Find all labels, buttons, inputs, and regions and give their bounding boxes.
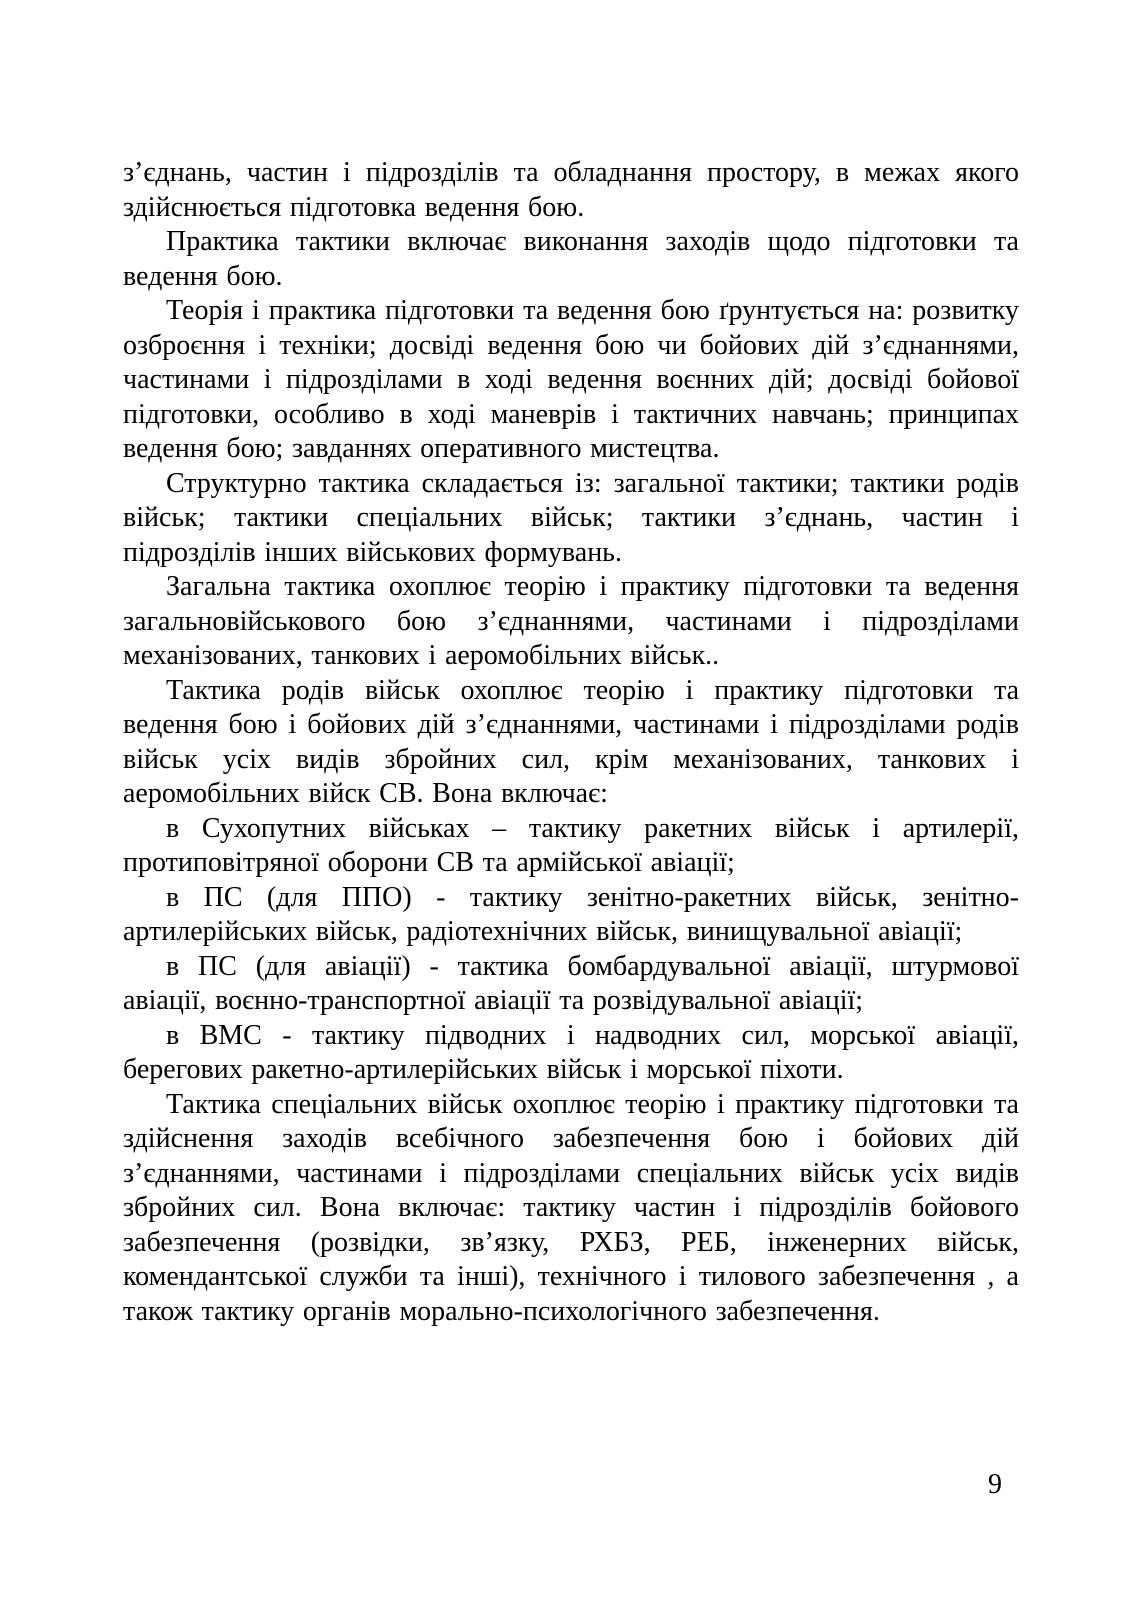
- page-text-block: [123, 156, 1019, 1329]
- paragraph: в ПС (для ППО) - тактику зенітно-ракетних військ, зенітно-артилерійських військ, радіотехнічних військ, винищувальної авіації;: [123, 881, 1019, 947]
- paragraph: в ВМС - тактику підводних і надводних сил, морської авіації, берегових ракетно-артилерійських військ і морської піхоти.: [123, 1019, 1019, 1085]
- paragraph: в ПС (для авіації) - тактика бомбардувальної авіації, штурмової авіації, воєнно-транспортної авіації та розвідувальної авіації;: [123, 950, 1019, 1016]
- paragraph: Тактика спеціальних військ охоплює теорію і практику підготовки та здійснення заходів всебічного забезпечення бою і бойових дій з’єднаннями, частинами і підрозділами спеціальних військ усіх видів збройних сил. Вона включає: тактику частин і підрозділів бойового забезпечення (розвідки, зв’язку, РХБЗ, РЕБ, інженерних військ, комендантської служби та інші), технічного і тилового забезпечення , а також тактику органів морально-психологічного забезпечення.: [123, 1088, 1019, 1327]
- paragraph: Загальна тактика охоплює теорію і практику підготовки та ведення загальновійськового бою з’єднаннями, частинами і підрозділами механізованих, танкових і аеромобільних військ..: [123, 571, 1019, 671]
- page-number: 9: [988, 1469, 1002, 1500]
- paragraph: Структурно тактика складається із: загальної тактики; тактики родів військ; тактики спеціальних військ; тактики з’єднань, частин і підрозділів інших військових формувань.: [123, 467, 1019, 568]
- paragraph-continuation: з’єднань, частин і підрозділів та обладнання простору, в межах якого здійснюється підготовка ведення бою.: [123, 157, 1019, 223]
- paragraph: Теорія і практика підготовки та ведення бою ґрунтується на: розвитку озброєння і техніки; досвіді ведення бою чи бойових дій з’єднаннями, частинами і підрозділами в ході ведення воєнних дій; досвіді бойової підготовки, особливо в ході маневрів і тактичних навчань; принципах ведення бою; завданнях оперативного мистецтва.: [123, 295, 1019, 464]
- paragraph: Тактика родів військ охоплює теорію і практику підготовки та ведення бою і бойових дій з’єднаннями, частинами і підрозділами родів військ усіх видів збройних сил, крім механізованих, танкових і аеромобільних війск СВ. Вона включає:: [123, 674, 1019, 809]
- paragraph: Практика тактики включає виконання заходів щодо підготовки та ведення бою.: [123, 226, 1019, 292]
- paragraph: в Сухопутних військах – тактику ракетних військ і артилерії, протиповітряної оборони СВ та армійської авіації;: [123, 812, 1019, 878]
